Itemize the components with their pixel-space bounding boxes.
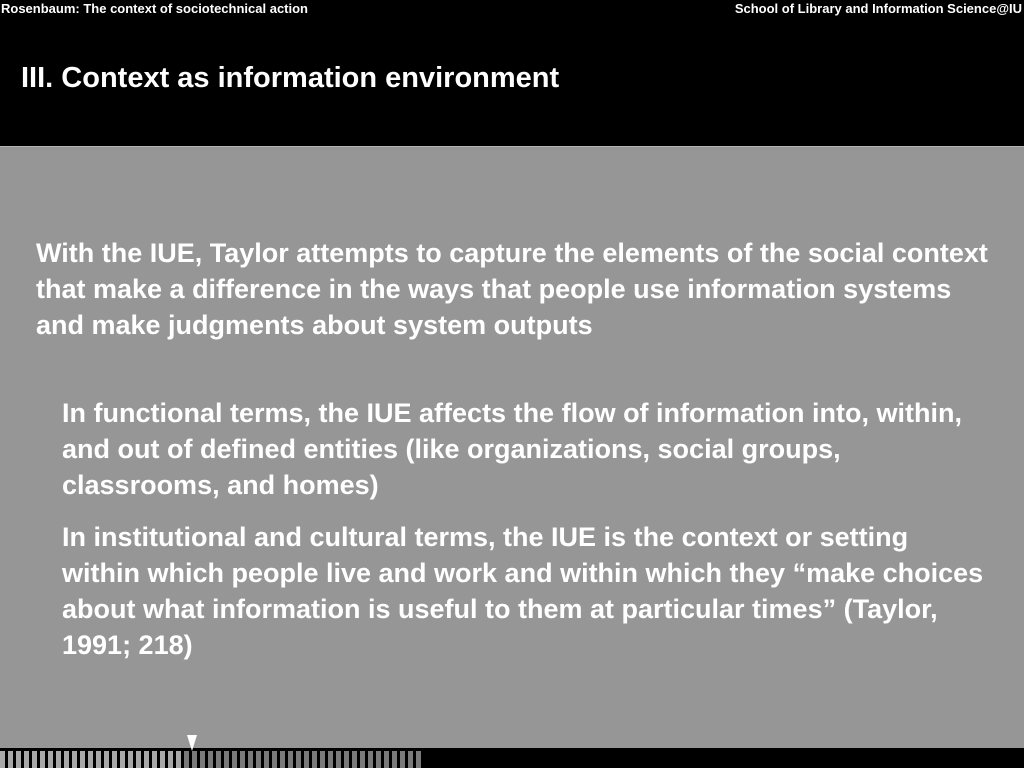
slide-progress-bar[interactable]	[0, 748, 1024, 768]
progress-tick	[16, 751, 21, 768]
progress-tick	[88, 751, 93, 768]
progress-tick	[264, 751, 269, 768]
progress-tick	[112, 751, 117, 768]
progress-tick	[256, 751, 261, 768]
progress-tick	[136, 751, 141, 768]
progress-tick	[288, 751, 293, 768]
progress-tick	[312, 751, 317, 768]
progress-tick	[192, 751, 197, 768]
progress-tick	[224, 751, 229, 768]
progress-tick	[184, 751, 189, 768]
progress-tick	[168, 751, 173, 768]
progress-tick	[272, 751, 277, 768]
progress-tick	[304, 751, 309, 768]
progress-tick	[176, 751, 181, 768]
progress-tick	[32, 751, 37, 768]
progress-tick	[400, 751, 405, 768]
progress-tick	[0, 751, 5, 768]
header-course-label: Rosenbaum: The context of sociotechnical action	[1, 1, 308, 16]
progress-tick	[208, 751, 213, 768]
progress-tick	[104, 751, 109, 768]
progress-tick	[200, 751, 205, 768]
progress-tick	[128, 751, 133, 768]
down-triangle-icon	[187, 735, 197, 751]
progress-tick	[328, 751, 333, 768]
progress-tick	[416, 751, 421, 768]
progress-tick	[368, 751, 373, 768]
slide-header	[0, 0, 1024, 146]
progress-tick	[408, 751, 413, 768]
progress-tick	[48, 751, 53, 768]
progress-tick	[216, 751, 221, 768]
progress-tick	[352, 751, 357, 768]
progress-tick	[344, 751, 349, 768]
progress-tick	[120, 751, 125, 768]
progress-tick	[40, 751, 45, 768]
progress-tick	[232, 751, 237, 768]
sub-paragraph-functional: In functional terms, the IUE affects the flow of information into, within, and out of defined entities (like organizations, social groups, classrooms, and homes)	[62, 398, 963, 500]
progress-tick	[240, 751, 245, 768]
progress-tick	[296, 751, 301, 768]
progress-tick	[336, 751, 341, 768]
sub-paragraph-institutional: In institutional and cultural terms, the IUE is the context or setting within which people live and work and within which they “make choices about what information is useful to them at particular times” (Taylor, 1991; 218)	[62, 522, 984, 660]
progress-tick	[144, 751, 149, 768]
slide-title: III. Context as information environment	[21, 62, 560, 94]
progress-tick	[80, 751, 85, 768]
progress-ticks	[0, 751, 424, 768]
progress-tick	[248, 751, 253, 768]
progress-tick	[280, 751, 285, 768]
header-school-label: School of Library and Information Science@IU	[734, 1, 1022, 16]
content-panel	[0, 146, 1024, 748]
progress-tick	[360, 751, 365, 768]
progress-tick	[8, 751, 13, 768]
progress-tick	[160, 751, 165, 768]
progress-tick	[24, 751, 29, 768]
progress-tick	[96, 751, 101, 768]
progress-tick	[72, 751, 77, 768]
progress-tick	[392, 751, 397, 768]
progress-tick	[376, 751, 381, 768]
progress-tick	[320, 751, 325, 768]
progress-tick	[64, 751, 69, 768]
progress-tick	[152, 751, 157, 768]
progress-tick	[56, 751, 61, 768]
main-paragraph: With the IUE, Taylor attempts to capture the elements of the social context that make a difference in the ways that people use information systems and make judgments about system outputs	[36, 238, 988, 340]
progress-tick	[384, 751, 389, 768]
